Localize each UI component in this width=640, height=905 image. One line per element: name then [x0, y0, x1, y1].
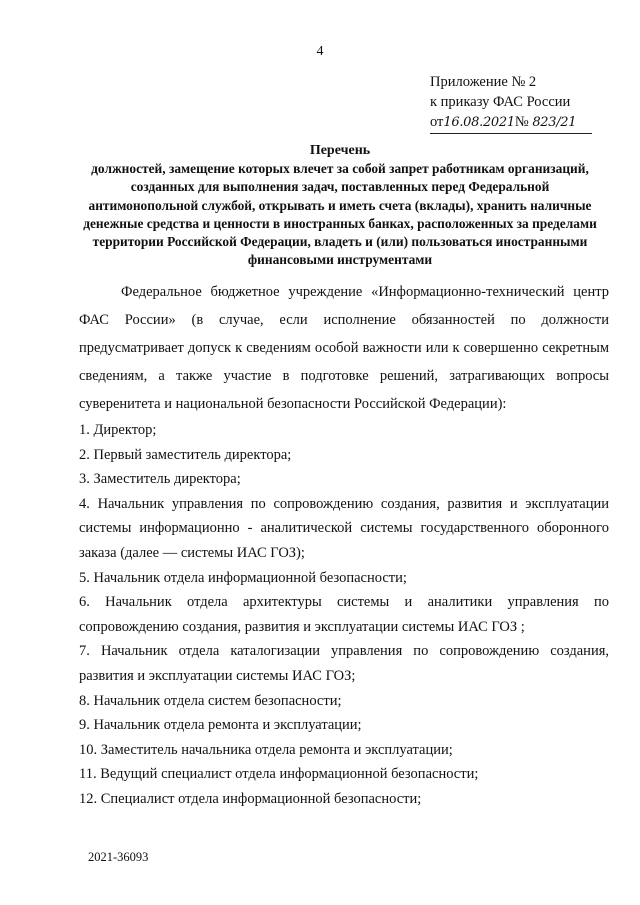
list-item: 6. Начальник отдела архитектуры системы и аналитики управления по сопровождению создания, развития и эксплуатации системы ИАС ГОЗ ;	[79, 594, 609, 635]
appendix-header	[430, 72, 630, 134]
list-item: 1. Директор;	[79, 422, 157, 438]
intro-paragraph: Федеральное бюджетное учреждение «Информационно-технический центр ФАС России» (в случае, если исполнение обязанностей по должности предусматривает допуск к сведениям особой важности или к совершенно секретным сведениям, а также участие в подготовке решений, затрагивающих вопросы суверенитета и национальной безопасности Российской Федерации):	[79, 284, 609, 412]
handwritten-number: 823/21	[532, 115, 577, 130]
appendix-label: Приложение № 2	[430, 74, 537, 90]
title-subtitle: должностей, замещение которых влечет за собой запрет работникам организаций, созданных для выполнения задач, поставленных перед Федеральной антимонопольной службой, открывать и иметь счета (вклады), хранить наличные денежные средства и ценности в иностранных банках, расположенных за пределами территории Российской Федерации, владеть и (или) пользоваться иностранными финансовыми инструментами	[83, 161, 597, 268]
positions-list	[79, 418, 609, 812]
list-item: 7. Начальник отдела каталогизации управления по сопровождению создания, развития и эксплуатации системы ИАС ГОЗ;	[79, 643, 609, 684]
list-item: 5. Начальник отдела информационной безопасности;	[79, 569, 407, 586]
document-code: 2021-36093	[88, 850, 149, 864]
list-item: 12. Специалист отдела информационной безопасности;	[79, 790, 422, 807]
list-item: 8. Начальник отдела систем безопасности;	[79, 692, 342, 709]
order-date-underline	[430, 112, 592, 134]
document-title	[80, 142, 600, 269]
document-body	[79, 278, 609, 812]
list-item: 9. Начальник отдела ремонта и эксплуатации;	[79, 717, 362, 734]
list-item: 4. Начальник управления по сопровождению создания, развития и эксплуатации системы информационно - аналитической системы государственного оборонного заказа (далее — системы ИАС ГОЗ);	[79, 495, 609, 561]
order-date-number	[430, 112, 630, 134]
title-heading: Перечень	[309, 143, 371, 158]
handwritten-date: 16.08.2021	[443, 115, 515, 130]
date-prefix: от	[430, 114, 444, 130]
list-item: 10. Заместитель начальника отдела ремонта и эксплуатации;	[79, 741, 453, 758]
number-prefix: №	[514, 114, 529, 130]
page-number: 4	[316, 44, 324, 59]
list-item: 2. Первый заместитель директора;	[79, 446, 292, 463]
list-item: 11. Ведущий специалист отдела информационной безопасности;	[79, 766, 479, 783]
list-item: 3. Заместитель директора;	[79, 471, 241, 488]
order-reference: к приказу ФАС России	[430, 94, 571, 110]
